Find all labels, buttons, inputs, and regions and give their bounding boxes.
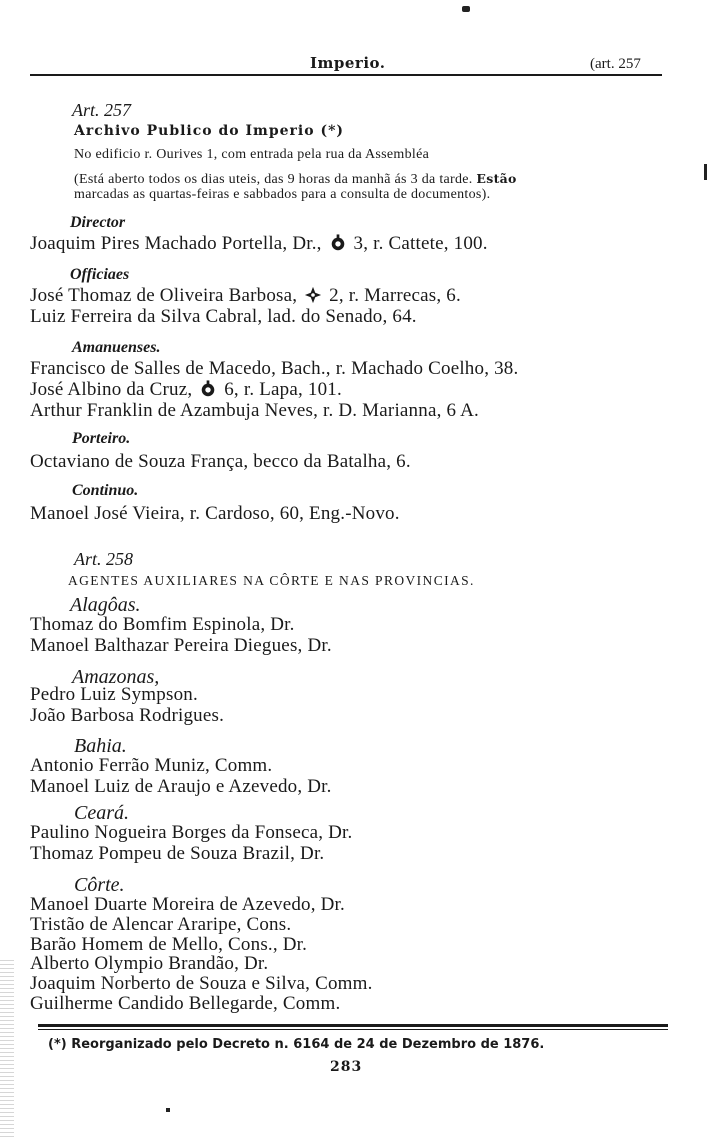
section-title-director: Director — [70, 214, 126, 231]
officiaes-entry-2: Luiz Ferreira da Silva Cabral, lad. do Senado, 64. — [30, 306, 417, 327]
print-speck — [166, 1108, 170, 1112]
order-cross-icon — [304, 286, 322, 304]
province-title-amazonas: Amazonas, — [72, 666, 160, 688]
amanuenses-entry-1: Francisco de Salles de Macedo, Bach., r. Machado Coelho, 38. — [30, 358, 519, 379]
corte-entry-5: Joaquim Norberto de Souza e Silva, Comm. — [30, 973, 373, 994]
section-title-amanuenses: Amanuenses. — [72, 339, 161, 356]
opening-hours-line-1: (Está aberto todos os dias uteis, das 9 horas da manhã ás 3 da tarde. Estão — [74, 171, 517, 187]
porteiro-entry: Octaviano de Souza França, becco da Batalha, 6. — [30, 451, 411, 472]
article-257-label: Art. 257 — [72, 100, 132, 120]
bahia-entry-1: Antonio Ferrão Muniz, Comm. — [30, 755, 273, 776]
province-title-alagoas: Alagôas. — [70, 594, 141, 616]
amazonas-entry-2: João Barbosa Rodrigues. — [30, 705, 225, 726]
institution-location: No edificio r. Ourives 1, com entrada pela rua da Assembléa — [74, 147, 430, 162]
corte-entry-6: Guilherme Candido Bellegarde, Comm. — [30, 993, 341, 1014]
article-258-label: Art. 258 — [74, 549, 134, 569]
page-number: 283 — [330, 1059, 363, 1075]
footnote-rule — [38, 1024, 668, 1027]
scan-edge-noise — [0, 960, 14, 1138]
officiaes-entry-1: José Thomaz de Oliveira Barbosa, 2, r. Marrecas, 6. — [30, 285, 461, 306]
amanuenses-entry-2: José Albino da Cruz, 6, r. Lapa, 101. — [30, 379, 342, 400]
ceara-entry-2: Thomaz Pompeu de Souza Brazil, Dr. — [30, 843, 325, 864]
province-title-ceara: Ceará. — [74, 802, 129, 824]
corte-entry-1: Manoel Duarte Moreira de Azevedo, Dr. — [30, 894, 345, 915]
print-speck — [462, 6, 470, 12]
article-258-heading: AGENTES AUXILIARES NA CÔRTE E NAS PROVINCIAS. — [68, 573, 475, 588]
opening-hours-line-2: marcadas as quartas-feiras e sabbados para a consulta de documentos). — [74, 187, 491, 202]
province-title-corte: Côrte. — [74, 874, 125, 896]
amanuenses-entry-3: Arthur Franklin de Azambuja Neves, r. D. Marianna, 6 A. — [30, 400, 479, 421]
amazonas-entry-1: Pedro Luiz Sympson. — [30, 684, 198, 705]
province-title-bahia: Bahia. — [74, 735, 127, 757]
order-badge-icon — [199, 380, 217, 398]
header-rule — [30, 74, 662, 76]
corte-entry-3: Barão Homem de Mello, Cons., Dr. — [30, 934, 308, 955]
alagoas-entry-1: Thomaz do Bomfim Espinola, Dr. — [30, 614, 295, 635]
order-badge-icon — [329, 234, 347, 252]
page-header-ref: (art. 257 — [590, 56, 641, 72]
page-header-title: Imperio. — [310, 54, 386, 72]
margin-mark — [704, 164, 707, 180]
corte-entry-2: Tristão de Alencar Araripe, Cons. — [30, 914, 292, 935]
footnote-rule-thin — [38, 1029, 668, 1030]
section-title-officiaes: Officiaes — [70, 266, 130, 283]
alagoas-entry-2: Manoel Balthazar Pereira Diegues, Dr. — [30, 635, 332, 656]
section-title-porteiro: Porteiro. — [72, 430, 131, 447]
ceara-entry-1: Paulino Nogueira Borges da Fonseca, Dr. — [30, 822, 353, 843]
director-entry: Joaquim Pires Machado Portella, Dr., 3, r. Cattete, 100. — [30, 233, 488, 254]
continuo-entry: Manoel José Vieira, r. Cardoso, 60, Eng.-Novo. — [30, 503, 400, 524]
footnote: (*) Reorganizado pelo Decreto n. 6164 de 24 de Dezembro de 1876. — [48, 1037, 545, 1052]
bahia-entry-2: Manoel Luiz de Araujo e Azevedo, Dr. — [30, 776, 332, 797]
section-title-continuo: Continuo. — [72, 482, 139, 499]
corte-entry-4: Alberto Olympio Brandão, Dr. — [30, 953, 269, 974]
institution-title: Archivo Publico do Imperio (*) — [74, 123, 345, 139]
